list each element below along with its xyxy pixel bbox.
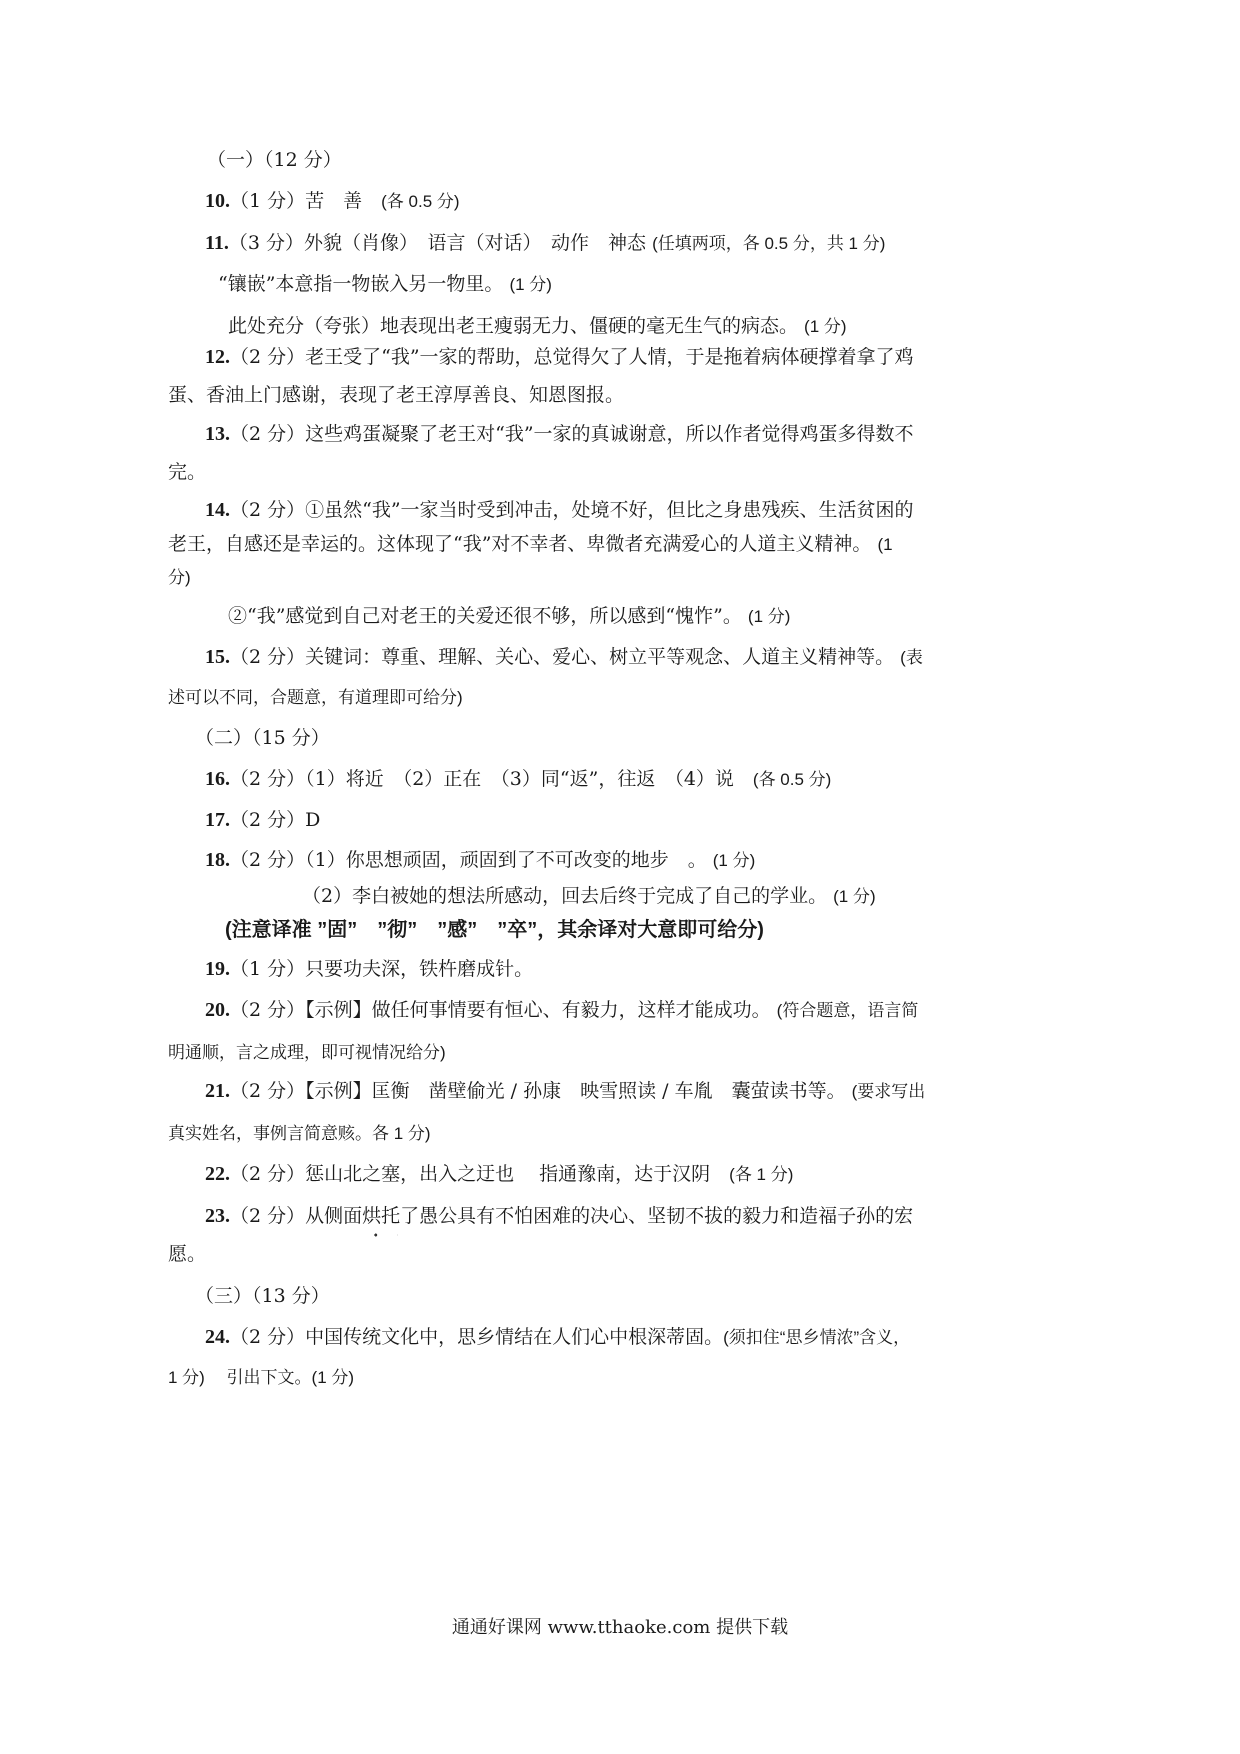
answer-line	[168, 1038, 446, 1067]
question-number: 18.	[205, 849, 230, 871]
answer-line: 15.（2 分）关键词：尊重、理解、关心、爱心、树立平等观念、人道主义精神等。 (表	[205, 646, 923, 668]
score-note: 明通顺，言之成理，即可视情况给分)	[168, 1043, 446, 1062]
question-number: 17.	[205, 809, 230, 831]
answer-line: 22.（2 分）惩山北之塞，出入之迂也 指通豫南，达于汉阴 (各 1 分)	[205, 1163, 794, 1185]
score-note: (1 分)	[833, 887, 876, 906]
answer-line: 愿。	[168, 1243, 207, 1265]
answer-line: 16.（2 分）（1）将近 （2）正在 （3）同“返”，往返 （4）说 (各 0.5 分)	[205, 768, 832, 790]
question-number: 10.	[205, 190, 230, 212]
answer-line	[168, 683, 463, 712]
answer-line: 12.（2 分）老王受了“我”一家的帮助，总觉得欠了人情，于是拖着病体硬撑着拿了鸡	[205, 346, 914, 368]
section-heading: （二）（15 分）	[195, 727, 330, 749]
answer-line	[168, 563, 191, 592]
score-note: (各 0.5 分)	[752, 770, 832, 789]
answer-line: 10.（1 分）苦 善 (各 0.5 分)	[205, 190, 460, 212]
page-footer: 通通好课网 www.tthaoke.com 提供下载	[451, 1617, 789, 1638]
question-number: 15.	[205, 646, 230, 668]
score-note: (1 分)	[804, 317, 847, 336]
answer-line: 蛋、香油上门感谢，表现了老王淳厚善良、知恩图报。	[168, 384, 625, 406]
question-number: 14.	[205, 499, 230, 521]
question-number: 16.	[205, 768, 230, 790]
score-note: (符合题意，语言简	[776, 1001, 919, 1020]
score-note: (须扣住“思乡情浓”含义，	[723, 1328, 911, 1347]
answer-line: 21.（2 分）【示例】匡衡 凿壁偷光 / 孙康 映雪照读 / 车胤 囊萤读书等。 (要求写出	[205, 1080, 926, 1102]
question-number: 21.	[205, 1080, 230, 1102]
score-note: (各 0.5 分)	[381, 192, 460, 211]
score-note: (表	[900, 648, 923, 667]
question-number: 19.	[205, 958, 230, 980]
answer-line: 17.（2 分）D	[205, 809, 321, 831]
score-note: (1 分)	[712, 851, 756, 870]
answer-line	[168, 1363, 354, 1392]
answer-line: 老王，自感还是幸运的。这体现了“我”对不幸者、卑微者充满爱心的人道主义精神。 (1	[168, 533, 893, 555]
answer-line: 23.（2 分）从侧面烘托 了愚公具有不怕困难的决心、坚韧不拔的毅力和造福子孙的宏	[205, 1202, 913, 1230]
score-note: 述可以不同，合题意，有道理即可给分)	[168, 688, 463, 707]
emphasis-dots	[364, 1232, 398, 1238]
question-number: 22.	[205, 1163, 230, 1185]
score-note: (各 1 分)	[729, 1165, 794, 1184]
answer-line: 11.（3 分）外貌（肖像） 语言（对话） 动作 神态 (任填两项，各 0.5 分，共 1 分)	[205, 232, 886, 254]
answer-line: 20.（2 分）【示例】做任何事情要有恒心、有毅力，这样才能成功。 (符合题意，语言简	[205, 999, 919, 1021]
score-note: 1 分) 引出下文。(1 分)	[168, 1368, 355, 1387]
score-note: (1 分)	[747, 607, 791, 626]
answer-line: （2）李白被她的想法所感动，回去后终于完成了自己的学业。 (1 分)	[302, 885, 876, 907]
section-heading: （三）（13 分）	[195, 1285, 330, 1307]
answer-line: 此处充分（夸张）地表现出老王瘦弱无力、僵硬的毫无生气的病态。 (1 分)	[228, 315, 847, 337]
answer-line	[168, 1119, 431, 1148]
answer-line: “镶嵌”本意指一物嵌入另一物里。 (1 分)	[218, 273, 552, 295]
question-number: 13.	[205, 423, 230, 445]
score-note: (任填两项，各 0.5 分，共 1 分)	[652, 234, 886, 253]
question-number: 23.	[205, 1205, 230, 1227]
answer-line: 19.（1 分）只要功夫深，铁杵磨成针。	[205, 958, 534, 980]
answer-line: 13.（2 分）这些鸡蛋凝聚了老王对“我”一家的真诚谢意，所以作者觉得鸡蛋多得数不	[205, 423, 914, 445]
emphasized-term: 烘托	[362, 1205, 400, 1227]
section-heading: （一）（12 分）	[207, 149, 342, 171]
question-number: 20.	[205, 999, 230, 1021]
question-number: 12.	[205, 346, 230, 368]
score-note: (要求写出	[851, 1082, 926, 1101]
answer-line: 完。	[168, 461, 207, 483]
answer-line: 18.（2 分）（1）你思想顽固，顽固到了不可改变的地步 。 (1 分)	[205, 849, 756, 871]
grading-note: (注意译准 ”固” ”彻” ”感” ”卒”，其余译对大意即可给分)	[225, 919, 764, 941]
score-note: 真实姓名，事例言简意赅。各 1 分)	[168, 1124, 431, 1143]
answer-line: 24.（2 分）中国传统文化中，思乡情结在人们心中根深蒂固。(须扣住“思乡情浓”含义，	[205, 1326, 911, 1348]
answer-line: ②“我”感觉到自己对老王的关爱还很不够，所以感到“愧怍”。 (1 分)	[228, 605, 791, 627]
answer-line: 14.（2 分）①虽然“我”一家当时受到冲击，处境不好，但比之身患残疾、生活贫困的	[205, 499, 914, 521]
question-number: 24.	[205, 1326, 230, 1348]
score-note: (1 分)	[509, 275, 552, 294]
score-note: (1	[877, 535, 893, 554]
score-note: 分)	[168, 568, 191, 587]
question-number: 11.	[205, 232, 229, 254]
